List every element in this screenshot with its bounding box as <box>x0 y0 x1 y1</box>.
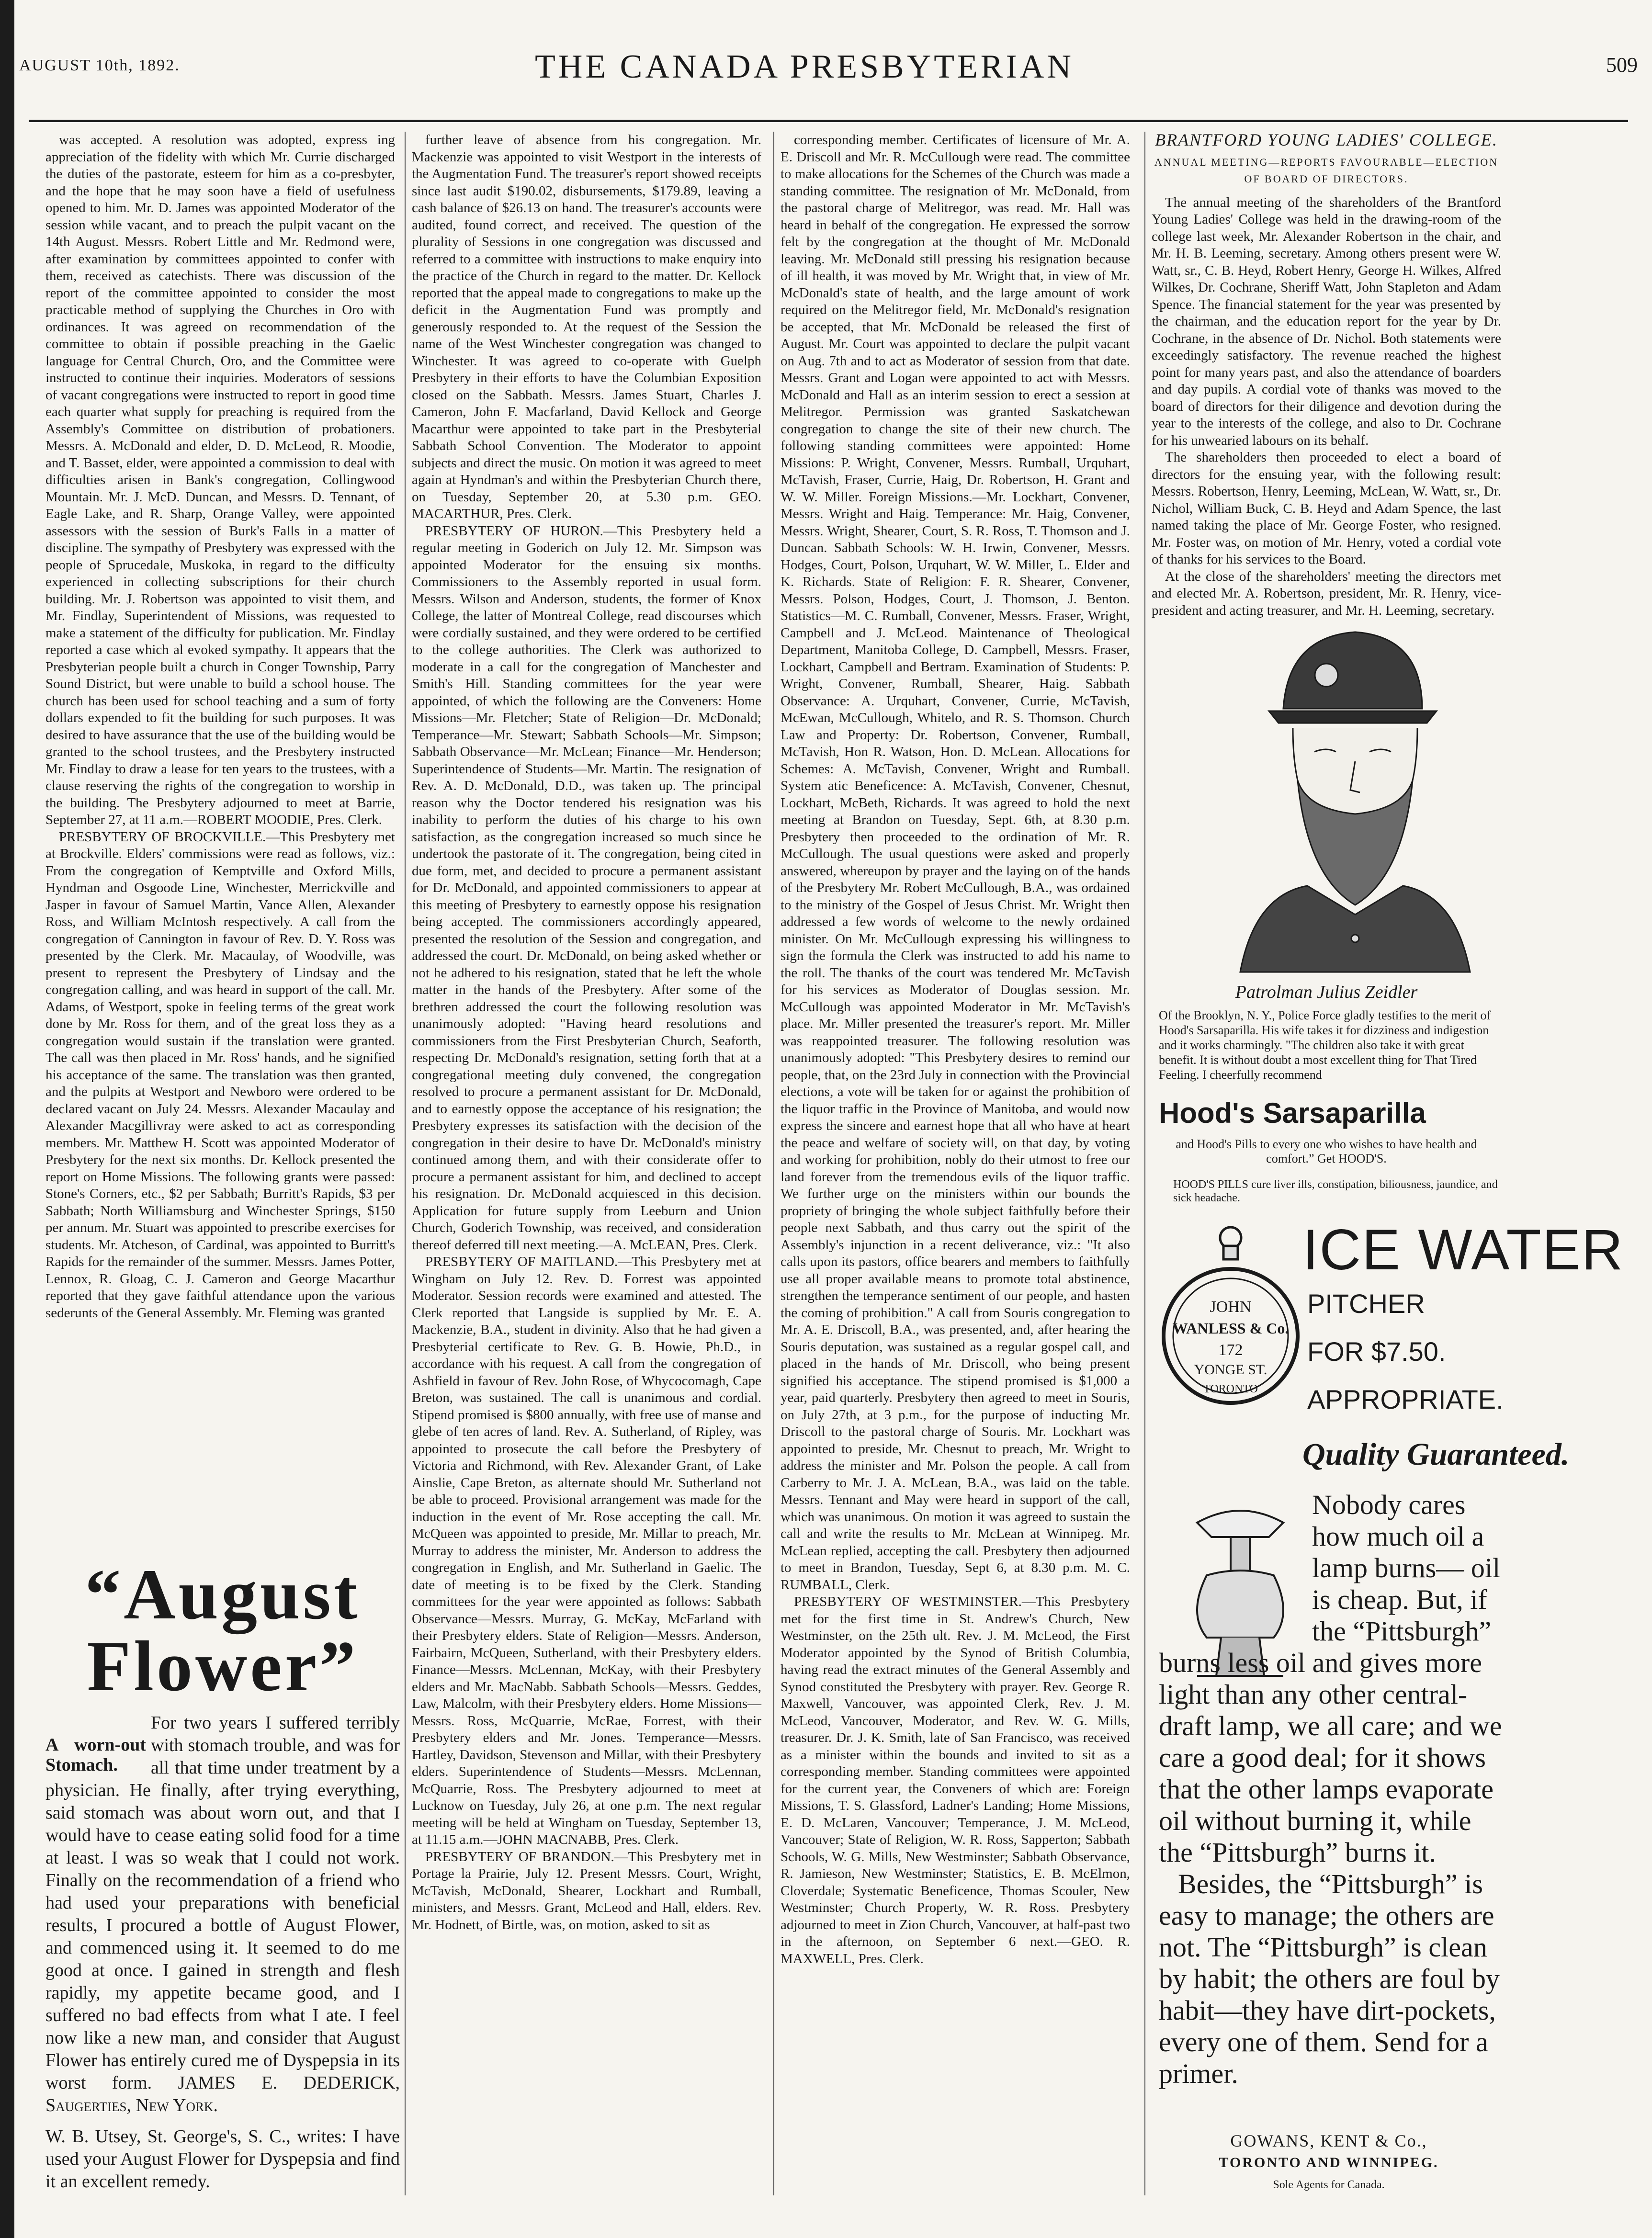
article-paragraph: further leave of absence from his congregation. Mr. Mackenzie was appointed to visit Westport in the interests of the Augmentation Fund. The treasurer's report showed receipts since last audit $190.02, disbursements, $179.89, leaving a cash balance of $26.13 on hand. The treasurer's accounts were audited, found correct, and received. The question of the plurality of Sessions in one congregation was discussed and referred to a committee with instructions to make enquiry into the practice of the Church in regard to the matter. Dr. Kellock reported that the appeal made to congregations to make up the deficit in the Augmentation Fund was promptly and generously responded to. At the request of the Session the name of the West Winchester congregation was changed to Winchester. It was agreed to co-operate with Guelph Presbytery in their efforts to have the Columbian Exposition closed on the Sabbath. Messrs. James Stuart, Charles J. Cameron, John F. Macfarland, David Kellock and George Macarthur were appointed to take part in the Presbyterial Sabbath School Convention. The Moderator to appoint subjects and direct the music. On motion it was agreed to meet again at Hyndman's and within the Presbyterian Church there, on Tuesday, September 20, at 5.30 p.m. GEO. MACARTHUR, Pres. Clerk. <box>412 132 761 521</box>
hoods-pills-note: HOOD'S PILLS cure liver ills, constipation, biliousness, jaundice, and sick headache. <box>1173 1178 1498 1204</box>
hoods-subtext: and Hood's Pills to every one who wishes to have health and comfort.” Get HOOD'S. <box>1176 1137 1477 1165</box>
watch-text: TORONTO <box>1203 1383 1258 1395</box>
august-flower-ad <box>45 1555 400 2195</box>
watch-text: 172 <box>1218 1341 1243 1359</box>
scan-edge <box>0 0 14 2238</box>
page-number: 509 <box>1606 53 1638 77</box>
article-paragraph: PRESBYTERY OF BROCKVILLE.—This Presbytery met at Brockville. Elders' commissions were read as follows, viz.: From the congregation of Kemptville and Oxford Mills, Hyndman and Osgoode Line, Winchester, Merrickville and Jasper in favour of Samuel Martin, Vance Allen, Alexander Ross, and William McIntosh respectively. A call from the congregation of Cannington in favour of Rev. D. Y. Ross was presented by the Clerk. Mr. Macaulay, of Woodville, was present to represent the Presbytery of Lindsay and the congregation calling, and was heard in support of the call. Mr. Adams, of Westport, spoke in feeling terms of the great work done by Mr. Ross for them, and of the great loss they as a congregation would sustain if the translation were granted. The call was then placed in Mr. Ross' hands, and he signified his acceptance of the same. The translation was then granted, and the pulpits at Westport and Newboro were ordered to be declared vacant on July 24. Messrs. Alexander Macaulay and Alexander Macgillivray were asked to act as corresponding members. Mr. Matthew H. Scott was appointed Moderator of Presbytery for the next six months. Dr. Kellock presented the report on Home Missions. The following grants were passed: Stone's Corners, etc., $2 per Sabbath; Burritt's Rapids, $3 per Sabbath; North Williamsburg and Winchester Springs, $150 per annum. Mr. Stuart was appointed to prescribe exercises for students. Mr. Atcheson, of Cardinal, was appointed to Burritt's Rapids for the remainder of the summer. Messrs. James Potter, Lennox, R. Gloag, C. J. Cameron and George Macarthur reported that they gave faithful attendance upon the various sederunts of the General Assembly. Mr. Fleming was granted <box>45 829 395 1321</box>
quality-guaranteed: Quality Guaranteed. <box>1302 1437 1570 1472</box>
article-paragraph: PRESBYTERY OF WESTMINSTER.—This Presbytery met for the first time in St. Andrew's Church, New Westminster, on the 25th ult. Rev. J. M. McLeod, the First Moderator appointed by the Synod of British Columbia, having read the extract minutes of the General Assembly and Synod constituted the Presbytery with prayer. Rev. George R. Maxwell, Vancouver, was appointed Clerk, Rev. J. M. McLeod, Vancouver, Moderator, and Rev. W. G. Mills, treasurer. Dr. J. K. Smith, late of San Francisco, was received as a minister within the bounds and invited to sit as a corresponding member. Standing committees were appointed for the current year, the Conveners of which are: Foreign Missions, T. S. Glassford, Ladner's Landing; Home Missions, E. D. McLaren, Vancouver; Temperance, J. M. McLeod, Vancouver; State of Religion, W. R. Ross, Sapperton; Sabbath Schools, W. G. Mills, New Westminster; Sabbath Observance, R. Jamieson, New Westminster; Statistics, E. B. McElmon, Cloverdale; Systematic Beneficence, Thomas Scouler, New Westminster; Church Property, W. R. Ross. Presbytery adjourned to meet in Zion Church, Vancouver, at half-past two in the afternoon, on September 6 next.—GEO. R. MAXWELL, Pres. Clerk. <box>781 1594 1130 1967</box>
ad-title: “August <box>85 1555 361 1634</box>
pittsburgh-paragraph: Besides, the “Pittsburgh” is easy to manage; the others are not. The “Pittsburgh” is clean by habit; the others are foul by habit—they have dirt-pockets, every one of them. Send for a primer. <box>1159 1868 1500 2089</box>
article-paragraph: corresponding member. Certificates of licensure of Mr. A. E. Driscoll and Mr. R. McCullough were read. The committee to make allocations for the Schemes of the Church was made a standing committee. The resignation of Mr. McDonald, from the pastoral charge of Melitregor, was read. Mr. Hall was heard in behalf of the congregation. He expressed the sorrow felt by the congregation at the thought of Mr. McDonald leaving. Mr. McDonald still pressing his resignation because of ill health, it was moved by Mr. Wright that, in view of Mr. McDonald's state of health, and the large amount of work required on the Melitregor field, Mr. McDonald's resignation be accepted, that Mr. McDonald be released the first of August. Mr. Court was appointed to declare the pulpit vacant on Aug. 7th and to act as Moderator of session from that date. Messrs. Grant and Logan were appointed to act with Messrs. McDonald and Hall as an interim session to erect a session at Melitregor. Permission was granted Saskatchewan congregation to change the site of their new church. The following standing committees were appointed: Home Missions: P. Wright, Convener, Messrs. Rumball, Urquhart, McTavish, Fraser, Currie, Haig, Dr. Robertson, H. Grant and W. W. Miller. Foreign Missions.—Mr. Lockhart, Convener, Messrs. Wright and Haig. Temperance: Mr. Haig, Convener, Messrs. Wright, Shearer, Court, S. R. Ross, T. Thomson and J. Duncan. Sabbath Schools: W. H. Irwin, Convener, Messrs. Hodges, Court, Polson, Urquhart, W. W. Miller, L. Elder and K. Richards. State of Religion: F. R. Shearer, Convener, Messrs. Polson, Hodges, Court, J. Thomson, J. Benton. Statistics—M. C. Rumball, Convener, Messrs. Fraser, Wright, Campbell and J. McLeod. Maintenance of Theological Department, Manitoba College, D. Campbell, Messrs. Fraser, Lockhart, Campbell and Bertram. Examination of Students: P. Wright, Convener, Rumball, Shearer, Haig. Sabbath Observance: A. Urquhart, Convener, Currie, McTavish, McEwan, McCullough, Whitelo, and R. S. Thomson. Church Law and Property: Dr. Robertson, Convener, Rumball, McTavish, Hon R. Watson, Hon. D. McLean. Allocations for Schemes: A. McTavish, Convener, Wright and Rumball. System atic Beneficence: A. McTavish, Convener, Chesnut, Lockhart, McBeth, Richards. It was agreed to hold the next meeting at Brandon on Tuesday, Sept. 6th, at 8.30 p.m. Presbytery then proceeded to the ordination of Mr. R. McCullough. The usual questions were asked and properly answered, whereupon by prayer and the laying on of the hands of the Presbytery Mr. Robert McCullough, B.A., was ordained to the ministry of the Gospel of Jesus Christ. Mr. Wright then addressed a few words of welcome to the newly ordained minister. On Mr. McCullough expressing his willingness to sign the formula the Clerk was instructed to add his name to the roll. The thanks of the court was tendered Mr. McTavish for his services as Moderator of Douglas session. Mr. McCullough was appointed Moderator in Mr. McTavish's place. Mr. Miller presented the treasurer's report. Mr. Miller was reappointed treasurer. The following resolution was unanimously adopted: "This Presbytery desires to remind our people, that, on the 23rd July in connection with the Provincial elections, a vote will be taken for or against the prohibition of the liquor traffic in the Province of Manitoba, and would now express the sincere and earnest hope that all who have at heart the peace and welfare of society will, on that day, by voting and working for prohibition, nobly do their utmost to free our land forever from the tremendous evils of the liquor traffic. We further urge on the ministers within our bounds the propriety of bringing the whole subject faithfully before their people next Sabbath, and thus carry out the spirit of the Assembly's injunction in a recent deliverance, viz.: "It also calls upon its pastors, office bearers and members to faithfully use all proper available means to promote total abstinence, strengthen the temperance sentiment of our people, and hasten the coming of prohibition." A call from Souris congregation to Mr. A. E. Driscoll, B.A., was presented, and, after hearing the Souris deputation, was sustained as a regular gospel call, and placed in the hands of Mr. Driscoll, who being present signified his acceptance. The stipend promised is $1,000 a year, paid quarterly. Presbytery then agreed to meet in Souris, on July 27th, at 3 p.m., for the purpose of inducting Mr. Driscoll to the pastoral charge of Souris. Mr. Lockhart was appointed to preside, Mr. Chesnut to preach, Mr. Wright to address the minister and Mr. Polson the people. A call from Carberry to Mr. J. A. McLean, B.A., was laid on the table. Messrs. Tennant and May were heard in support of the call, which was unanimous. On motion it was agreed to sustain the call and write the results to Mr. McLean at Winnipeg. Mr. McLean replied, accepting the call. Presbytery then adjourned to meet in Brandon, Tuesday, Sept 6, at 8.30 p.m. M. C. RUMBALL, Clerk. <box>781 132 1130 1593</box>
patrolman-portrait-illustration <box>1211 608 1480 972</box>
company-cities: TORONTO AND WINNIPEG. <box>1219 2155 1439 2170</box>
article-paragraph: The annual meeting of the shareholders of the Brantford Young Ladies' College was held in the drawing-room of the college last week, Mr. Alexander Robertson in the chair, and Mr. H. B. Leeming, secretary. Among others present were W. Watt, sr., C. B. Heyd, Robert Henry, George H. Wilkes, Alfred Wilkes, Dr. Cochrane, Sheriff Watt, John Stapleton and Adam Spence. The financial statement for the year was presented by the chairman, and the education report for the year by Dr. Cochrane, in the absence of Dr. Nichol. Both statements were exceedingly satisfactory. The revenue reached the highest point for many years past, and also the attendance of boarders and day pupils. A cordial vote of thanks was moved to the board of directors for their diligence and devotion during the year to the interests of the college, and also to Dr. Cochrane for his unwearied labours on its behalf. <box>1152 194 1501 448</box>
ad-title: Flower” <box>87 1627 359 1706</box>
company-role: Sole Agents for Canada. <box>1273 2179 1385 2191</box>
pittsburgh-paragraph: burns less oil and gives more light than any other central-draft lamp, we all care; and we care a good deal; for it shows that the other lamps evaporate oil without burning it, while the “Pittsburgh” burns it. <box>1159 1647 1502 1868</box>
column-1 <box>45 132 395 1554</box>
column-divider <box>773 132 774 2195</box>
ad-testimonial-2: W. B. Utsey, St. George's, S. C., writes: I have used your August Flower for Dyspepsia and find it an excellent remedy. <box>45 2126 400 2192</box>
ice-line: PITCHER <box>1307 1289 1425 1319</box>
column-3 <box>781 132 1130 2171</box>
college-subtitle: ANNUAL MEETING—REPORTS FAVOURABLE—ELECTION OF BOARD OF DIRECTORS. <box>1154 156 1499 185</box>
hoods-brand: Hood's Sarsaparilla <box>1159 1097 1426 1129</box>
watch-text: JOHN <box>1210 1298 1252 1316</box>
masthead-title: THE CANADA PRESBYTERIAN <box>535 48 1074 85</box>
column-divider <box>405 132 406 2195</box>
ice-water-title: ICE WATER <box>1302 1218 1624 1282</box>
pocket-watch-logo <box>1159 1216 1302 1417</box>
header-rule <box>29 120 1628 122</box>
article-paragraph: The shareholders then proceeded to elect a board of directors for the ensuing year, with the following result: Messrs. Robertson, Henry, Leeming, McLean, W. Watt, sr., Dr. Nichol, William Buck, C. B. Heyd and Adam Spence, the last named taking the place of Mr. George Foster, who resigned. Mr. Foster was, on motion of Mr. Henry, voted a cordial vote of thanks for his services to the Board. <box>1152 450 1501 567</box>
ad-side-label: A worn-out Stomach. <box>45 1735 146 1775</box>
article-paragraph: PRESBYTERY OF HURON.—This Presbytery held a regular meeting in Goderich on July 12. Mr. Simpson was appointed Moderator for the ensuing six months. Commissioners to the Assembly reported in usual form. Messrs. Wilson and Anderson, students, the former of Knox College, the latter of Montreal College, read discourses which were cordially sustained, and they were ordered to be certified to the college authorities. The Clerk was authorized to moderate in a call for the congregation of Manchester and Smith's Hill. Standing committees for the year were appointed, of which the following are the Conveners: Home Missions—Mr. Fletcher; State of Religion—Dr. McDonald; Temperance—Mr. Stewart; Sabbath Schools—Mr. Simpson; Sabbath Observance—Mr. McLean; Finance—Mr. Henderson; Superintendence of Students—Mr. Martin. The resignation of Rev. A. D. McDonald, D.D., was taken up. The principal reason why the Doctor tendered his resignation was his inability to perform the duties of his charge to his own satisfaction, as the congregation increased so much since he undertook the pastorate of it. The congregation, being cited in due form, met, and decided to procure a permanent assistant for Dr. McDonald, and appointed commissioners to appear at this meeting of Presbytery to earnestly oppose his resignation being accepted. The commissioners accordingly appeared, presented the resolution of the Session and congregation, and addressed the court. Dr. McDonald, on being asked whether or not he adhered to his resignation, stated that he left the whole matter in the hands of the Presbytery. After some of the brethren addressed the court the following resolution was unanimously adopted: "Having heard resolutions and commissioners from the First Presbyterian Church, Seaforth, respecting Dr. McDonald's resignation, setting forth that at a congregational meeting duly convened, the congregation resolved to procure a permanent assistant for Dr. McDonald, and to earnestly oppose the acceptance of his resignation; the Presbytery expresses its satisfaction with the decision of the congregation in their desire to have Dr. McDonald's ministry continued among them, and with their considerate offer to procure a permanent assistant for him, and declined to accept his resignation. Dr. McDonald acquiesced in this decision. Application for future supply from Leeburn and Union Church, Goderich Township, was received, and consideration thereof deferred till next meeting.—A. McLEAN, Pres. Clerk. <box>412 523 761 1253</box>
ice-line: FOR $7.50. <box>1307 1336 1446 1367</box>
article-paragraph: was accepted. A resolution was adopted, express ing appreciation of the fidelity with which Mr. Currie discharged the duties of the pastorate, esteem for him as a co-presbyter, and the hope that he may soon have a field of usefulness opened to him. Mr. D. James was appointed Moderator of the session while vacant, and to preach the pulpit vacant on the 14th August. Messrs. Robert Little and Mr. Redmond were, after examination by committees appointed to confer with them, received as catechists. There was discussion of the report of the committee appointed to consider the most practicable method of supplying the Churches in Oro with ordinances. It was agreed on recommendation of the committee to obtain if possible preaching in the Gaelic language for Central Church, Oro, and the Committee were instructed to continue their inquiries. Moderators of sessions of vacant congregations were instructed to report in good time each quarter what supply for preaching is required from the Assembly's Committee on distribution of probationers. Messrs. A. McDonald and elder, D. D. McLeod, R. Moodie, and T. Basset, elder, were appointed a commission to deal with difficulties arisen in Bank's congregation, Collingwood Mountain. Mr. J. McD. Duncan, and Messrs. D. Tennant, of Eagle Lake, and R. Sharp, Orange Valley, were appointed assessors with the session of Burk's Falls in a matter of discipline. The sympathy of Presbytery was expressed with the people of Sprucedale, Muskoka, in regard to the difficulty experienced in collecting subscriptions for their church building. Mr. J. Robertson was appointed to visit them, and Mr. Findlay, Superintendent of Missions, was requested to make a statement of the difficulty for publication. Mr. Findlay reported a case which al evoked sympathy. It appears that the Presbyterian people built a church in Conger Township, Parry Sound District, but were unable to build a school house. The church has been used for school teaching and a sum of forty dollars expended to fit the building for such purposes. It was desired to have assurance that the use of the building would be granted to the school trustees, and the Presbytery instructed Mr. Findlay to draw a lease for ten years to the trustees, with a clause reserving the rights of the congregation to worship in the building. The Presbytery adjourned to meet at Barrie, September 27, at 11 a.m.—ROBERT MOODIE, Pres. Clerk. <box>45 132 395 827</box>
pittsburgh-ad-text <box>1159 1489 1504 2090</box>
ad-testimonial: For two years I suffered terribly with stomach trouble, and was for all that time under treatment by a physician. He finally, after trying everything, said stomach was about worn out, and that I would have to cease eating solid food for a time at least. I was so weak that I could not work. Finally on the recommendation of a friend who had used your preparations with beneficial results, I procured a bottle of August Flower, and commenced using it. It seemed to do me good at once. I gained in strength and flesh rapidly, my appetite became good, and I suffered no bad effects from what I ate. I feel now like a new man, and consider that August Flower has entirely cured me of Dyspepsia in its worst form. <box>45 1713 400 2093</box>
ad-signature: JAMES E. DEDERICK, Saugerties, New York. <box>45 2073 400 2115</box>
portrait-caption-name: Patrolman Julius Zeidler <box>1235 982 1418 1002</box>
watch-text: WANLESS & Co. <box>1172 1320 1289 1337</box>
article-paragraph: At the close of the shareholders' meeting the directors met and elected Mr. A. Robertson, president, Mr. R. Henry, vice-president and acting treasurer, and Mr. H. Leeming, secretary. <box>1152 568 1501 618</box>
portrait-caption-body: Of the Brooklyn, N. Y., Police Force gladly testifies to the merit of Hood's Sarsaparilla. His wife takes it for dizziness and indigestion and it works charmingly. "The children also take it with great benefit. It is without doubt a most excellent thing for That Tired Feeling. I cheerfully recommend <box>1159 1008 1491 1082</box>
college-title: BRANTFORD YOUNG LADIES' COLLEGE. <box>1155 130 1498 149</box>
ice-line: APPROPRIATE. <box>1307 1384 1504 1414</box>
column-2 <box>412 132 761 2171</box>
issue-date: AUGUST 10th, 1892. <box>19 57 180 74</box>
watch-text: YONGE ST. <box>1194 1362 1267 1378</box>
pittsburgh-paragraph: Nobody cares how much oil a lamp burns— oil is cheap. But, if the “Pittsburgh” <box>1312 1489 1501 1647</box>
column-divider <box>1144 132 1145 2195</box>
article-paragraph: PRESBYTERY OF MAITLAND.—This Presbytery met at Wingham on July 12. Rev. D. Forrest was appointed Moderator. Session records were examined and attested. The Clerk reported that Langside is supplied by Mr. E. A. Mackenzie, B.A., student in divinity. Also that he had given a Presbyterial certificate to Rev. G. B. Howie, Ph.D., in accordance with his request. A call from the congregation of Ashfield in favour of Rev. John Rose, of Whycocomagh, Cape Breton, was sustained. The call is unanimous and cordial. Stipend promised is $800 annually, with free use of manse and glebe of ten acres of land. Rev. A. Sutherland, of Ripley, was appointed to prosecute the call before the Presbytery of Victoria and Richmond, with Rev. Alexander Grant, of Lake Ainslie, Cape Breton, as alternate should Mr. Sutherland not be able to proceed. Provisional arrangement was made for the induction in the event of Mr. Rose accepting the call. Mr. McQueen was appointed to preside, Mr. Millar to preach, Mr. Murray to address the minister, Mr. Anderson to address the congregation in English, and Mr. Sutherland in Gaelic. The date of meeting is to be fixed by the Clerk. Standing committees for the year were appointed as follows: Sabbath Observance—Messrs. Murray, G. McKay, McFarland with their Presbytery elders. State of Religion—Messrs. Anderson, Fairbairn, McQueen, Sutherland, with their Presbytery elders. Finance—Messrs. McLennan, McKay, with their Presbytery elders and Mr. MacNabb. Sabbath Schools—Messrs. Geddes, Law, Malcolm, with their Presbytery elders. Home Missions—Messrs. Ross, McQuarrie, McRae, Forrest, with their Presbytery elders and Mr. Jones. Temperance—Messrs. Hartley, Davidson, Stevenson and Millar, with their Presbytery elders. Superintendence of Students—Messrs. McLennan, McQuarrie, Ross. The Presbytery adjourned to meet at Lucknow on Tuesday, July 26, at one p.m. The next regular meeting will be held at Wingham on Tuesday, September 13, at 11.15 a.m.—JOHN MACNABB, Pres. Clerk. <box>412 1254 761 1847</box>
company-name: GOWANS, KENT & Co., <box>1230 2131 1427 2150</box>
article-paragraph: PRESBYTERY OF BRANDON.—This Presbytery met in Portage la Prairie, July 12. Present Messrs. Court, Wright, McTavish, McDonald, Shearer, Lockhart and Rumball, ministers, and Messrs. Grant, McLeod and Hall, elders. Rev. Mr. Hodnett, of Birtle, was, on motion, asked to sit as <box>412 1849 761 1933</box>
column-4 <box>1152 130 1501 618</box>
